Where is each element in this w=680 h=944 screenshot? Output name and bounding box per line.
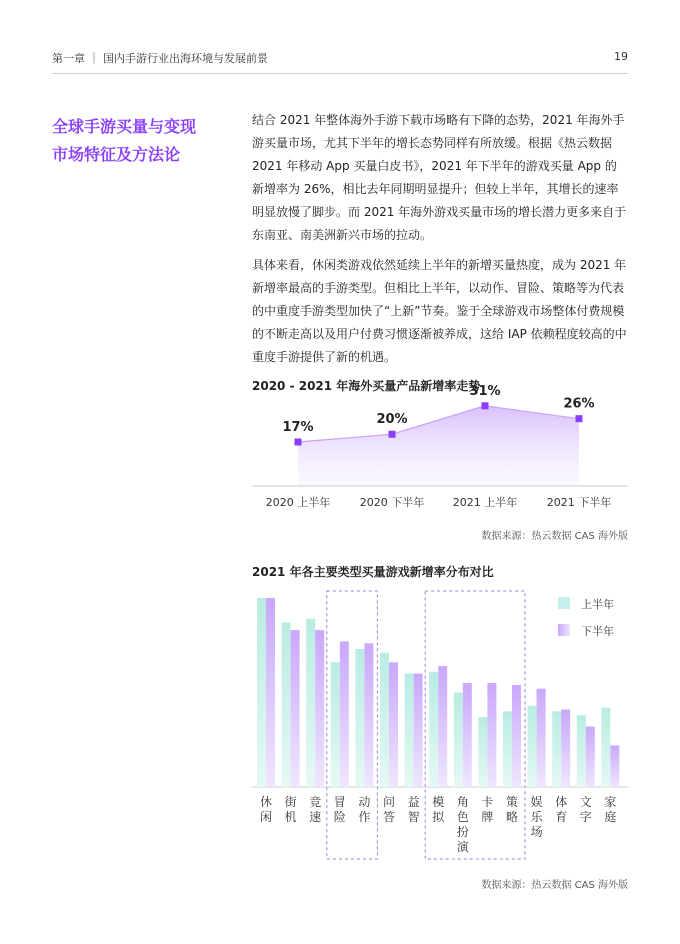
bar-h2-2: [291, 630, 300, 787]
bar-h1-8: [429, 672, 438, 787]
bar-h1-9: [454, 693, 463, 788]
legend-label-h1: 上半年: [581, 598, 614, 611]
bar-h2-7: [414, 674, 423, 787]
bar-h2-5: [364, 643, 373, 787]
bar-h2-9: [463, 683, 472, 787]
legend-label-h2: 下半年: [581, 625, 614, 638]
trend-point-2: [389, 431, 396, 438]
category-label-6: 问答: [382, 795, 396, 824]
bar-h1-7: [405, 674, 414, 787]
bar-h1-13: [552, 711, 561, 787]
chart1-source: 数据来源：热云数据 CAS 海外版: [481, 531, 628, 542]
bar-h1-3: [306, 619, 315, 787]
chapter-title: 第一章 ｜ 国内手游行业出海环境与发展前景: [52, 52, 268, 65]
category-label-12: 娱乐场: [530, 795, 543, 839]
body-paragraph-2: 具体来看，休闲类游戏依然延续上半年的新增买量热度，成为 2021 年新增率最高的手游类型。但相比上半年，以动作、冒险、策略等为代表的中重度手游类型加快了“上新”节奏。鉴于全球游戏市场整体付费规模的不断走高以及用户付费习惯逐渐被养成，这给 IAP 依赖程度较高的中重度手游提供了新的机遇。: [252, 258, 627, 364]
category-label-2: 街机: [284, 795, 297, 824]
trend-category-label-4: 2021 下半年: [546, 496, 612, 509]
trend-value-label-2: 20%: [376, 412, 408, 428]
bar-h1-4: [331, 662, 340, 787]
bar-h2-3: [315, 630, 324, 787]
category-label-13: 体育: [555, 795, 568, 824]
page-number: 19: [614, 50, 628, 63]
legend-swatch-h2: [558, 624, 570, 636]
header-divider: [52, 73, 628, 74]
category-label-1: 休闲: [259, 795, 273, 824]
section-title-line-1: 全球手游买量与变现: [52, 117, 197, 136]
trend-point-1: [295, 439, 302, 446]
page-header: [0, 0, 680, 74]
category-label-14: 文字: [579, 795, 592, 824]
chart1-title: 2020 - 2021 年海外买量产品新增率走势: [252, 379, 481, 393]
trend-value-label-3: 31%: [469, 383, 501, 399]
category-label-10: 卡牌: [481, 795, 494, 824]
category-label-11: 策略: [505, 795, 519, 824]
genre-bar-chart: [252, 590, 628, 868]
category-label-5: 动作: [358, 795, 371, 824]
bar-h1-1: [257, 598, 266, 787]
section-title: [52, 113, 222, 169]
trend-point-3: [482, 402, 489, 409]
section-title-line-2: 市场特征及方法论: [52, 145, 181, 164]
bar-h1-5: [355, 649, 364, 787]
body-paragraph-1: 结合 2021 年整体海外手游下载市场略有下降的态势，2021 年海外手游买量市场，尤其下半年的增长态势同样有所放缓。根据《热云数据 2021 年移动 App 买量白皮书》，2021 年下半年的游戏买量 App 的新增率为 26%，相比去年同期明显提升；但较上半年，其增长的速率明显放慢了脚步。而 2021 年海外游戏买量市场的增长潜力更多来自于东南亚、南美洲新兴市场的拉动。: [252, 113, 627, 242]
trend-value-label-1: 17%: [282, 420, 314, 435]
bar-h1-2: [282, 623, 291, 787]
trend-category-label-3: 2021 上半年: [452, 496, 518, 509]
category-label-15: 家庭: [604, 795, 617, 824]
category-label-4: 冒险: [333, 795, 346, 824]
chart2-title: 2021 年各主要类型买量游戏新增率分布对比: [252, 565, 494, 579]
trend-category-label-2: 2020 下半年: [359, 496, 425, 509]
category-label-7: 益智: [407, 795, 420, 824]
category-label-8: 模拟: [432, 795, 445, 824]
chart2-source: 数据来源：热云数据 CAS 海外版: [481, 880, 628, 891]
bar-h1-6: [380, 653, 389, 787]
bar-h2-4: [340, 641, 349, 787]
bar-h2-1: [266, 598, 275, 787]
trend-area-fill: [298, 406, 579, 486]
trend-category-label-1: 2020 上半年: [265, 496, 331, 509]
bar-h2-12: [537, 689, 546, 787]
bar-h2-14: [586, 727, 595, 787]
bar-h2-8: [438, 666, 447, 787]
bar-h1-15: [601, 708, 610, 787]
bar-h1-10: [478, 717, 487, 787]
trend-value-label-4: 26%: [563, 396, 595, 412]
legend-swatch-h1: [558, 597, 570, 609]
category-label-3: 竞速: [309, 795, 322, 824]
bar-h2-6: [389, 662, 398, 787]
category-label-9: 角色扮演: [456, 795, 469, 854]
bar-h1-14: [577, 715, 586, 787]
trend-point-4: [576, 415, 583, 422]
bar-h2-15: [610, 745, 619, 787]
bar-h2-11: [512, 685, 521, 787]
bar-h2-13: [561, 710, 570, 787]
bar-h1-12: [528, 706, 537, 787]
bar-h1-11: [503, 711, 512, 787]
bar-h2-10: [487, 683, 496, 787]
